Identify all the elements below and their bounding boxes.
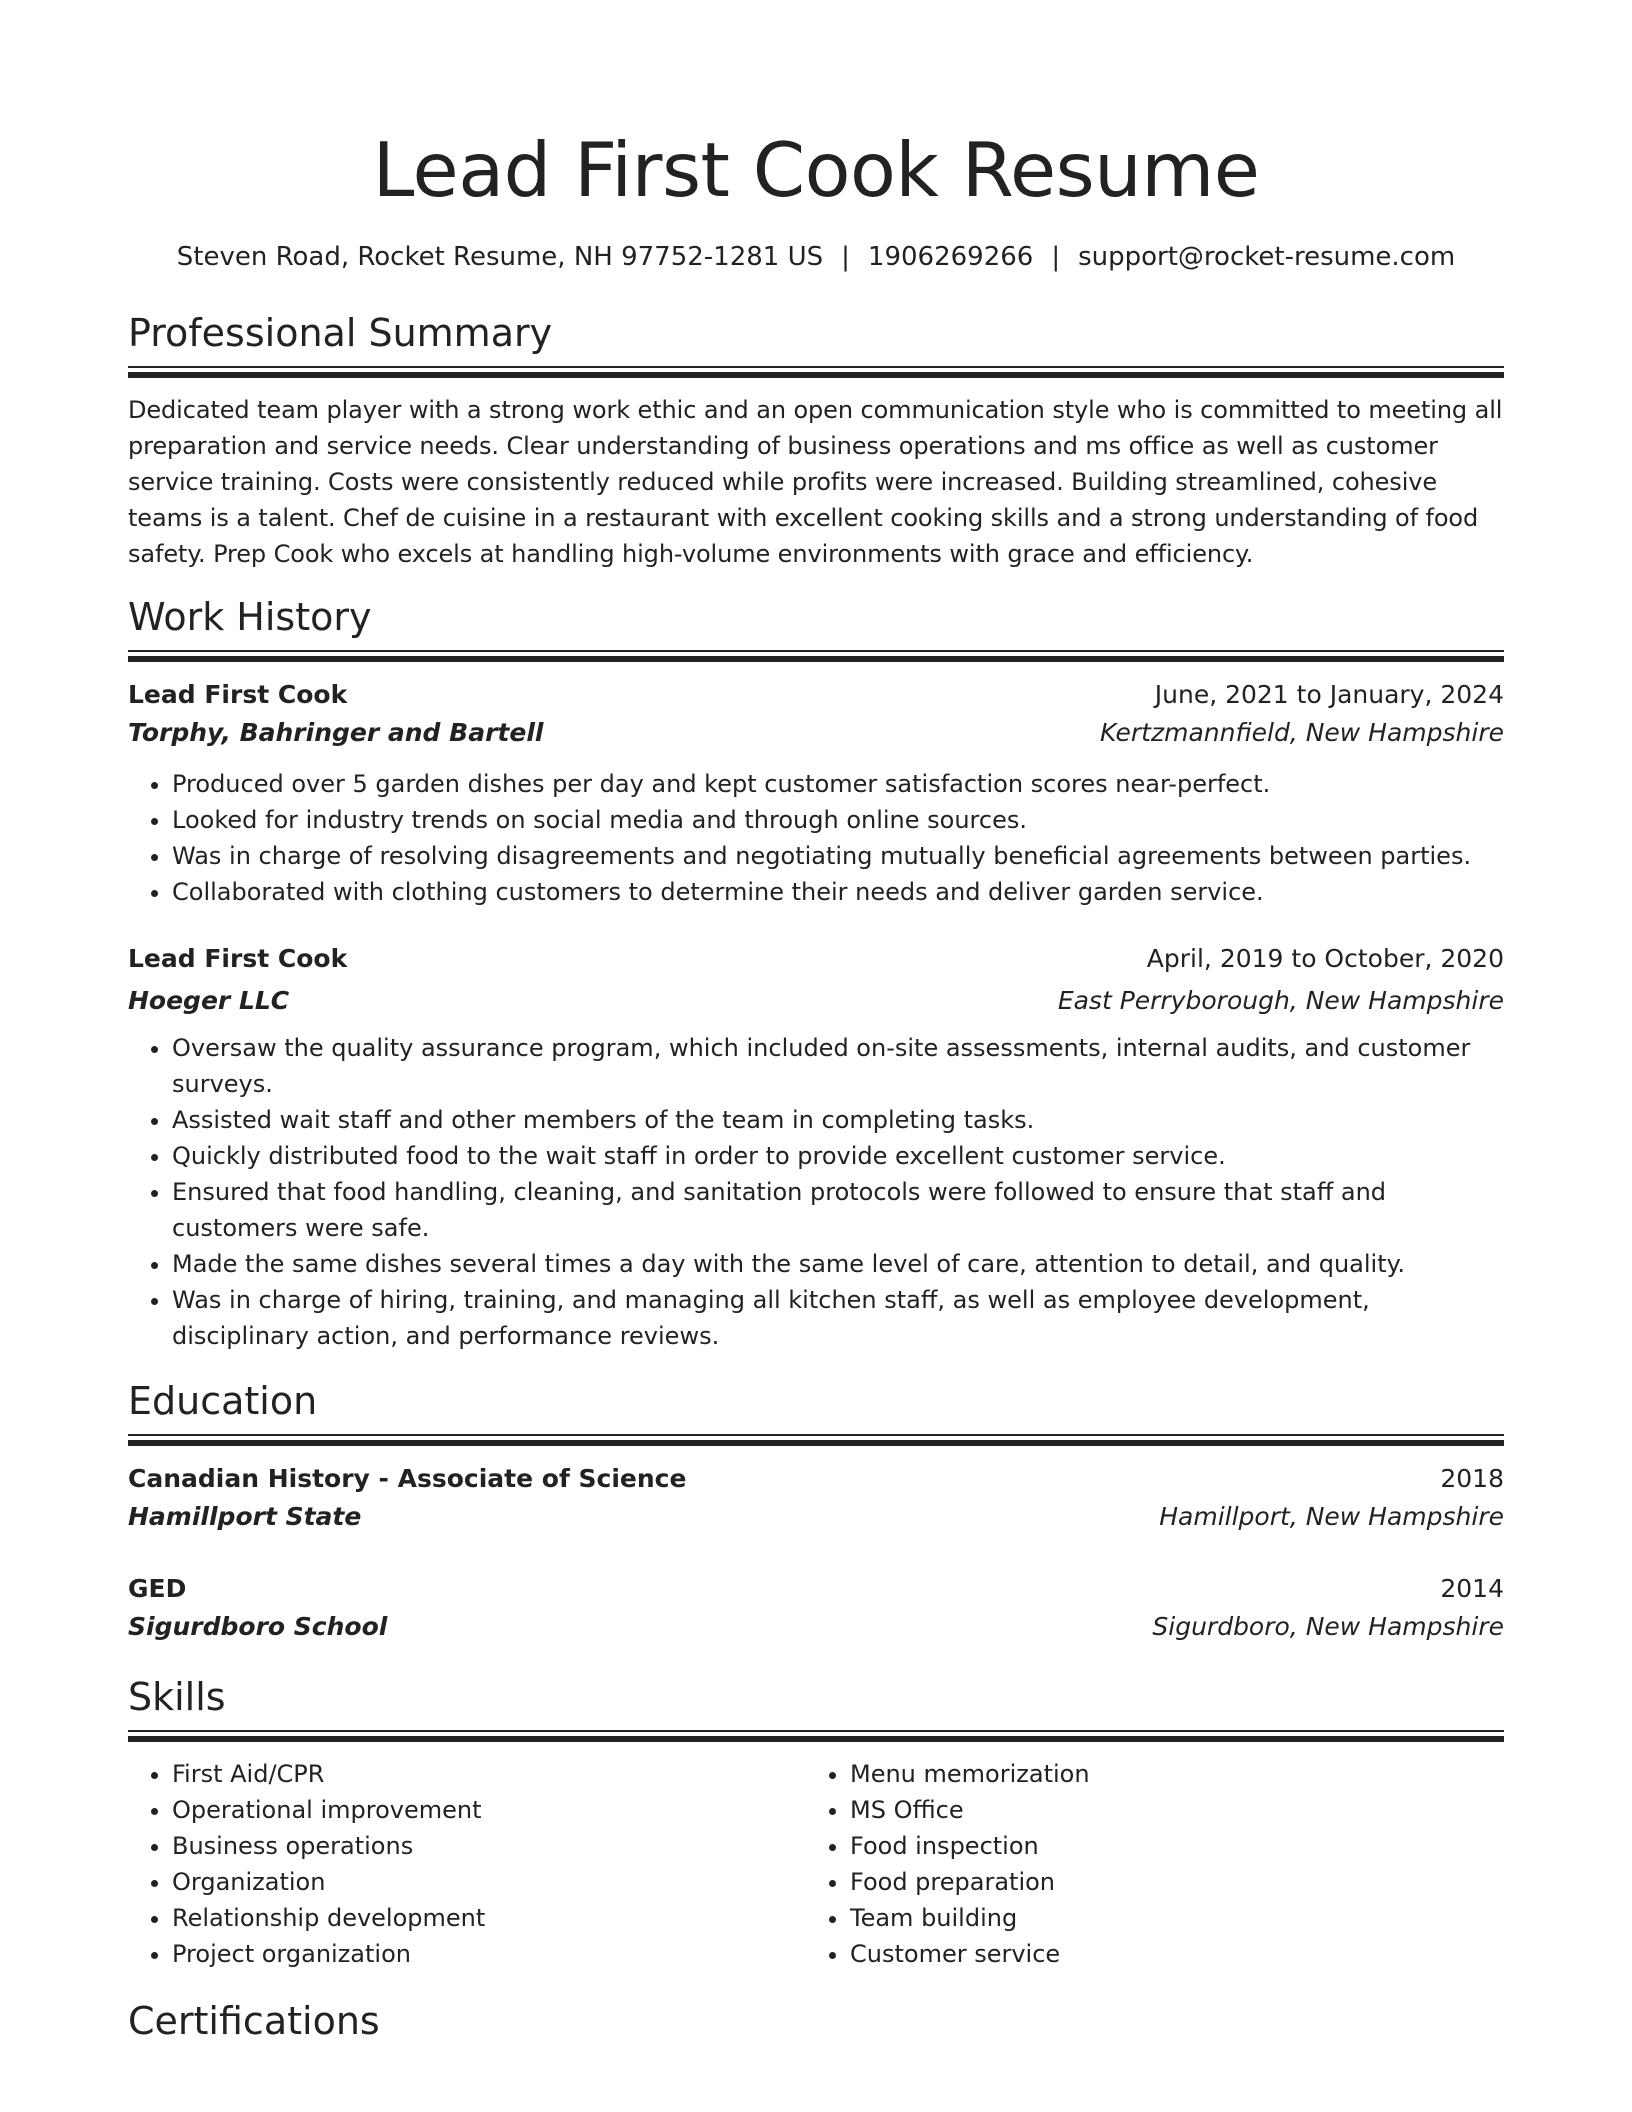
- section-divider: [128, 1434, 1504, 1446]
- job-bullet: • Was in charge of resolving disagreements and negotiating mutually beneficial agreements between parties.: [172, 838, 1504, 874]
- job-entry: [128, 676, 1504, 910]
- education-header-row: [128, 1460, 1504, 1498]
- skill-item: • MS Office: [850, 1792, 1484, 1828]
- resume-title: Lead First Cook Resume: [372, 126, 1260, 214]
- skill-item: • Customer service: [850, 1936, 1484, 1972]
- job-location: Kertzmannfield, New Hampshire: [1100, 718, 1504, 747]
- education-section: [128, 1378, 1504, 1646]
- job-bullet: • Oversaw the quality assurance program, which included on-site assessments, internal audits, and customer surveys.: [172, 1030, 1504, 1102]
- job-bullet: • Produced over 5 garden dishes per day and kept customer satisfaction scores near-perfect.: [172, 766, 1504, 802]
- contact-address: Steven Road, Rocket Resume, NH 97752-1281 US: [176, 242, 824, 272]
- job-bullet: • Assisted wait staff and other members of the team in completing tasks.: [172, 1102, 1504, 1138]
- job-bullet: • Quickly distributed food to the wait staff in order to provide excellent customer service.: [172, 1138, 1504, 1174]
- job-header-row: [128, 940, 1504, 978]
- job-title: Lead First Cook: [128, 680, 348, 709]
- job-company: Torphy, Bahringer and Bartell: [128, 718, 544, 747]
- summary-text: Dedicated team player with a strong work ethic and an open communication style who is committed to meeting all preparation and service needs. Clear understanding of business operations and ms office as well as customer service training. Costs were consistently reduced while profits were increased. Building streamlined, cohesive teams is a talent. Chef de cuisine in a restaurant with excellent cooking skills and a strong understanding of food safety. Prep Cook who excels at handling high-volume environments with grace and efficiency.: [128, 396, 1503, 568]
- skill-item: • Project organization: [172, 1936, 806, 1972]
- job-bullet: • Was in charge of hiring, training, and managing all kitchen staff, as well as employee development, disciplinary action, and performance reviews.: [172, 1282, 1504, 1354]
- job-bullet: • Looked for industry trends on social media and through online sources.: [172, 802, 1504, 838]
- skill-item: • Operational improvement: [172, 1792, 806, 1828]
- summary-section: [128, 310, 1504, 572]
- job-location: East Perryborough, New Hampshire: [1057, 986, 1504, 1015]
- skill-item: • Food inspection: [850, 1828, 1484, 1864]
- skills-column-right: [806, 1756, 1484, 1972]
- job-bullets: [128, 1030, 1504, 1354]
- skills-list: [128, 1756, 806, 1972]
- education-school-row: [128, 1608, 1504, 1646]
- resume-page: [128, 0, 1504, 2044]
- education-location: Hamillport, New Hampshire: [1159, 1502, 1504, 1531]
- education-year: 2018: [1440, 1464, 1504, 1493]
- section-heading-work-history: Work History: [128, 595, 372, 639]
- job-bullet: • Collaborated with clothing customers to determine their needs and deliver garden service.: [172, 874, 1504, 910]
- section-heading-summary: Professional Summary: [128, 311, 553, 355]
- education-entry: [128, 1570, 1504, 1646]
- section-divider: [128, 650, 1504, 662]
- skills-list: [806, 1756, 1484, 1972]
- education-degree: Canadian History - Associate of Science: [128, 1464, 687, 1493]
- education-entry: [128, 1460, 1504, 1536]
- section-heading-certifications: Certifications: [128, 1999, 380, 2043]
- job-bullet: • Ensured that food handling, cleaning, and sanitation protocols were followed to ensure that staff and customers were safe.: [172, 1174, 1504, 1246]
- contact-phone: 1906269266: [867, 242, 1034, 272]
- skills-section: [128, 1674, 1504, 1972]
- skills-grid: [128, 1756, 1504, 1972]
- section-heading-education: Education: [128, 1379, 318, 1423]
- education-degree: GED: [128, 1574, 187, 1603]
- education-header-row: [128, 1570, 1504, 1608]
- section-divider: [128, 1730, 1504, 1742]
- job-header-row: [128, 676, 1504, 714]
- contact-separator: |: [1051, 242, 1061, 272]
- education-school-row: [128, 1498, 1504, 1536]
- skill-item: • Menu memorization: [850, 1756, 1484, 1792]
- job-company: Hoeger LLC: [128, 986, 290, 1015]
- education-school: Sigurdboro School: [128, 1612, 388, 1641]
- section-divider: [128, 366, 1504, 378]
- work-history-section: [128, 594, 1504, 1354]
- skills-column-left: [128, 1756, 806, 1972]
- job-bullet: • Made the same dishes several times a day with the same level of care, attention to detail, and quality.: [172, 1246, 1504, 1282]
- section-heading-skills: Skills: [128, 1675, 226, 1719]
- skill-item: • Organization: [172, 1864, 806, 1900]
- education-location: Sigurdboro, New Hampshire: [1152, 1612, 1504, 1641]
- job-dates: June, 2021 to January, 2024: [1154, 680, 1504, 709]
- skill-item: • Team building: [850, 1900, 1484, 1936]
- contact-email: support@rocket-resume.com: [1078, 242, 1456, 272]
- job-dates: April, 2019 to October, 2020: [1146, 944, 1504, 973]
- skill-item: • Business operations: [172, 1828, 806, 1864]
- job-company-row: [128, 982, 1504, 1020]
- job-company-row: [128, 714, 1504, 752]
- skill-item: • First Aid/CPR: [172, 1756, 806, 1792]
- job-bullets: [128, 766, 1504, 910]
- job-entry: [128, 940, 1504, 1354]
- skill-item: • Food preparation: [850, 1864, 1484, 1900]
- job-title: Lead First Cook: [128, 944, 348, 973]
- education-year: 2014: [1440, 1574, 1504, 1603]
- certifications-section: [128, 1998, 1504, 2044]
- skill-item: • Relationship development: [172, 1900, 806, 1936]
- education-school: Hamillport State: [128, 1502, 362, 1531]
- contact-line: [128, 240, 1504, 274]
- contact-separator: |: [841, 242, 850, 272]
